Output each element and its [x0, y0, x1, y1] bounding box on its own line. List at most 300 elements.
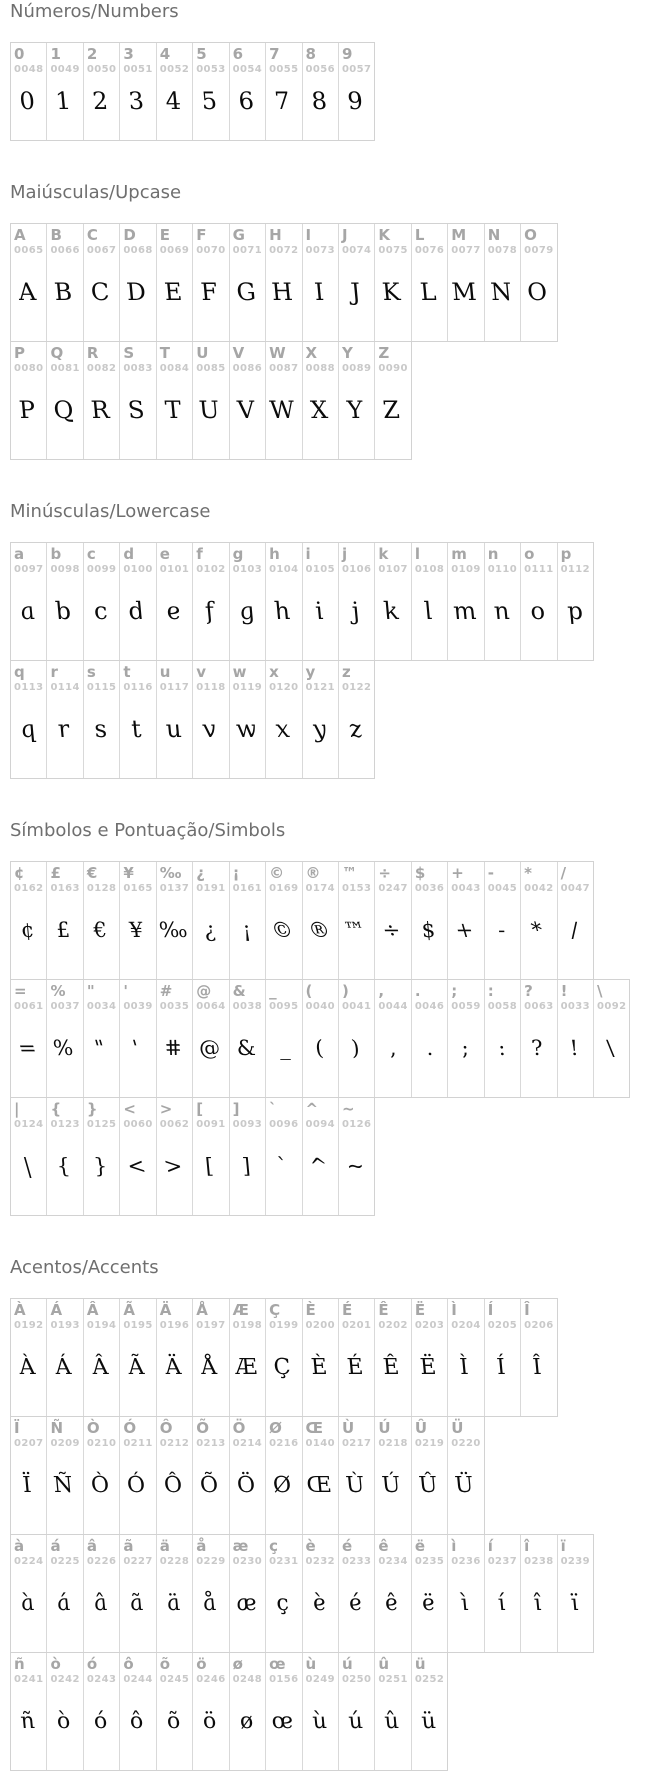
cell-glyph-preview: A [14, 278, 40, 306]
cell-glyph-preview: M [448, 278, 481, 306]
cell-glyph-preview: B [50, 278, 77, 306]
cell-character-label: u [159, 663, 171, 681]
cell-unicode-code: 0163 [50, 883, 80, 894]
glyph-cell [11, 1417, 47, 1534]
cell-character-label: Y [341, 344, 353, 362]
glyph-cell [230, 43, 266, 140]
cell-character-label: ÷ [378, 864, 391, 882]
glyph-cell [375, 342, 410, 459]
cell-glyph-preview: ¥ [126, 918, 147, 942]
glyph-cell [412, 862, 448, 979]
glyph-cell [84, 224, 120, 341]
cell-glyph-preview: Å [197, 1354, 221, 1380]
cell-glyph-preview: U [195, 396, 224, 424]
glyph-cell [47, 224, 83, 341]
cell-character-label: K [378, 226, 390, 244]
cell-unicode-code: 0236 [451, 1556, 481, 1567]
cell-unicode-code: 0109 [451, 564, 481, 575]
glyph-cell [230, 342, 266, 459]
cell-character-label: Å [196, 1301, 208, 1319]
cell-unicode-code: 0089 [341, 363, 372, 374]
cell-unicode-code: 0246 [196, 1674, 226, 1685]
cell-glyph-preview: É [343, 1354, 367, 1380]
cell-glyph-preview: á [53, 1590, 74, 1616]
cell-glyph-preview: 4 [161, 87, 185, 115]
glyph-section [10, 2, 661, 141]
glyph-cell [11, 1535, 47, 1652]
glyph-cell [266, 224, 302, 341]
glyph-cell [303, 1299, 339, 1416]
cell-character-label: Ê [378, 1301, 389, 1319]
cell-character-label: > [159, 1100, 173, 1118]
cell-character-label: F [196, 226, 207, 244]
cell-character-label: G [232, 226, 245, 244]
cell-glyph-preview: , [384, 1036, 399, 1060]
cell-unicode-code: 0044 [378, 1001, 408, 1012]
cell-glyph-preview: ñ [16, 1708, 38, 1734]
cell-unicode-code: 0227 [123, 1556, 153, 1567]
cell-unicode-code: 0037 [50, 1001, 80, 1012]
cell-unicode-code: 0082 [86, 363, 117, 374]
glyph-cell [157, 1417, 193, 1534]
glyph-cell [521, 980, 557, 1097]
cell-glyph-preview: z [344, 715, 366, 743]
cell-glyph-preview: W [265, 396, 299, 424]
section-title: Maiúsculas/Upcase [10, 182, 182, 203]
cell-character-label: å [196, 1537, 207, 1555]
cell-unicode-code: 0058 [487, 1001, 518, 1012]
cell-glyph-preview: } [90, 1154, 111, 1178]
cell-character-label: } [86, 1100, 98, 1118]
cell-unicode-code: 0113 [14, 682, 44, 693]
glyph-cell [339, 1299, 375, 1416]
cell-unicode-code: 0062 [159, 1119, 190, 1130]
glyph-cell [157, 43, 193, 140]
cell-character-label: g [232, 545, 244, 563]
cell-glyph-preview: i [310, 597, 327, 625]
cell-unicode-code: 0195 [123, 1320, 153, 1331]
glyph-cell [230, 1299, 266, 1416]
cell-character-label: Ã [123, 1301, 135, 1319]
cell-glyph-preview: ~ [342, 1154, 368, 1178]
cell-character-label: T [159, 344, 170, 362]
glyph-cell [266, 1535, 302, 1652]
cell-unicode-code: 0213 [196, 1438, 226, 1449]
glyph-cell [412, 543, 448, 660]
cell-unicode-code: 0060 [123, 1119, 153, 1130]
cell-unicode-code: 0118 [196, 682, 226, 693]
cell-unicode-code: 0079 [524, 245, 554, 256]
glyph-cell [84, 980, 120, 1097]
glyph-cell [303, 1653, 339, 1770]
cell-character-label: Œ [305, 1419, 324, 1437]
cell-glyph-preview: û [380, 1708, 403, 1734]
cell-unicode-code: 0250 [341, 1674, 372, 1685]
cell-unicode-code: 0234 [378, 1556, 408, 1567]
cell-character-label: 5 [196, 45, 207, 63]
cell-unicode-code: 0103 [232, 564, 263, 575]
glyph-cell [521, 1299, 556, 1416]
cell-character-label: Ì [451, 1301, 457, 1319]
cell-glyph-preview: Ä [161, 1354, 185, 1380]
glyph-cell [120, 862, 156, 979]
glyph-cell [11, 43, 47, 140]
cell-glyph-preview: Í [493, 1354, 509, 1380]
cell-unicode-code: 0209 [50, 1438, 80, 1449]
glyph-cell [339, 1653, 375, 1770]
cell-glyph-preview: % [50, 1036, 78, 1060]
glyph-cell [558, 543, 593, 660]
glyph-cell [157, 661, 193, 778]
cell-glyph-preview: é [345, 1590, 366, 1616]
cell-unicode-code: 0063 [524, 1001, 554, 1012]
cell-glyph-preview: ' [130, 1036, 143, 1060]
glyph-cell [521, 862, 557, 979]
cell-unicode-code: 0237 [487, 1556, 518, 1567]
glyph-cell [339, 980, 375, 1097]
cell-glyph-preview: ] [238, 1154, 254, 1178]
cell-unicode-code: 0086 [232, 363, 263, 374]
cell-glyph-preview: 5 [197, 87, 222, 115]
cell-unicode-code: 0077 [451, 245, 481, 256]
cell-glyph-preview: ê [381, 1590, 402, 1616]
cell-character-label: L [414, 226, 425, 244]
glyph-cell [230, 543, 266, 660]
glyph-cell [303, 1417, 339, 1534]
cell-glyph-preview: Û [415, 1472, 441, 1498]
cell-character-label: ö [196, 1655, 207, 1673]
cell-glyph-preview: ! [566, 1036, 582, 1060]
cell-character-label: Q [50, 344, 64, 362]
glyph-cell [47, 862, 83, 979]
cell-glyph-preview: h [270, 597, 295, 625]
glyph-row [10, 1652, 448, 1771]
cell-unicode-code: 0153 [341, 883, 372, 894]
glyph-table [10, 542, 661, 779]
cell-glyph-preview: u [161, 715, 185, 743]
cell-unicode-code: 0121 [305, 682, 335, 693]
cell-unicode-code: 0193 [50, 1320, 80, 1331]
glyph-cell [120, 980, 156, 1097]
cell-unicode-code: 0248 [232, 1674, 263, 1685]
glyph-cell [84, 862, 120, 979]
cell-character-label: b [50, 545, 62, 563]
cell-character-label: ú [341, 1655, 353, 1673]
cell-unicode-code: 0125 [86, 1119, 117, 1130]
cell-glyph-preview: : [493, 1036, 508, 1060]
glyph-cell [11, 1653, 47, 1770]
glyph-cell [339, 1098, 374, 1215]
cell-character-label: B [50, 226, 62, 244]
cell-unicode-code: 0206 [524, 1320, 554, 1331]
cell-character-label: a [14, 545, 25, 563]
cell-glyph-preview: 6 [234, 87, 258, 115]
cell-glyph-preview: 9 [343, 87, 367, 115]
glyph-cell [303, 1535, 339, 1652]
glyph-cell [412, 1417, 448, 1534]
cell-character-label: Ø [269, 1419, 282, 1437]
glyph-cell [339, 1535, 375, 1652]
cell-character-label: î [524, 1537, 530, 1555]
cell-character-label: à [14, 1537, 25, 1555]
cell-unicode-code: 0085 [196, 363, 226, 374]
cell-glyph-preview: f [201, 597, 218, 625]
cell-character-label: ù [305, 1655, 317, 1673]
cell-character-label: I [305, 226, 312, 244]
cell-unicode-code: 0165 [123, 883, 153, 894]
glyph-table [10, 223, 661, 460]
glyph-cell [157, 1098, 193, 1215]
glyph-cell [193, 1653, 229, 1770]
glyph-cell [339, 342, 375, 459]
cell-unicode-code: 0076 [414, 245, 445, 256]
cell-character-label: P [14, 344, 25, 362]
cell-unicode-code: 0090 [378, 363, 408, 374]
glyph-cell [120, 342, 156, 459]
cell-character-label: É [341, 1301, 353, 1319]
glyph-cell [157, 1653, 193, 1770]
cell-unicode-code: 0104 [269, 564, 299, 575]
glyph-section [10, 502, 661, 779]
cell-character-label: D [123, 226, 136, 244]
cell-glyph-preview: D [122, 278, 151, 306]
glyph-cell [558, 980, 594, 1097]
cell-character-label: Ú [378, 1419, 391, 1437]
cell-unicode-code: 0081 [50, 363, 80, 374]
cell-glyph-preview: ù [308, 1708, 330, 1734]
glyph-cell [375, 980, 411, 1097]
glyph-cell [303, 543, 339, 660]
cell-character-label: y [305, 663, 316, 681]
glyph-cell [485, 543, 521, 660]
cell-character-label: Ò [86, 1419, 100, 1437]
cell-character-label: 7 [269, 45, 280, 63]
cell-unicode-code: 0225 [50, 1556, 80, 1567]
cell-character-label: 6 [232, 45, 244, 63]
glyph-cell [193, 43, 229, 140]
cell-glyph-preview: õ [162, 1708, 184, 1734]
cell-glyph-preview: x [271, 715, 294, 743]
section-title: Símbolos e Pontuação/Simbols [10, 820, 286, 841]
glyph-cell [230, 980, 266, 1097]
cell-unicode-code: 0107 [378, 564, 408, 575]
cell-glyph-preview: C [86, 278, 114, 306]
cell-glyph-preview: G [232, 278, 260, 306]
cell-unicode-code: 0226 [86, 1556, 117, 1567]
cell-glyph-preview: ô [126, 1708, 147, 1734]
glyph-row [10, 979, 630, 1098]
cell-unicode-code: 0069 [159, 245, 190, 256]
cell-glyph-preview: j [347, 597, 363, 625]
cell-unicode-code: 0124 [14, 1119, 44, 1130]
cell-unicode-code: 0102 [196, 564, 226, 575]
cell-glyph-preview: L [416, 278, 441, 306]
cell-unicode-code: 0241 [14, 1674, 44, 1685]
cell-glyph-preview: # [160, 1036, 186, 1060]
cell-unicode-code: 0048 [14, 64, 44, 75]
cell-character-label: _ [269, 982, 277, 1000]
glyph-cell [47, 1653, 83, 1770]
glyph-table [10, 861, 661, 1216]
cell-character-label: O [524, 226, 537, 244]
glyph-cell [84, 1098, 120, 1215]
cell-character-label: c [86, 545, 96, 563]
cell-character-label: ( [305, 982, 313, 1000]
cell-unicode-code: 0112 [560, 564, 590, 575]
cell-glyph-preview: o [526, 597, 549, 625]
cell-character-label: w [232, 663, 247, 681]
cell-glyph-preview: ? [528, 1036, 547, 1060]
glyph-cell [303, 1098, 339, 1215]
cell-glyph-preview: Ò [87, 1472, 113, 1498]
cell-character-label: £ [50, 864, 61, 882]
glyph-cell [594, 980, 629, 1097]
cell-character-label: M [451, 226, 467, 244]
cell-unicode-code: 0238 [524, 1556, 554, 1567]
cell-unicode-code: 0038 [232, 1001, 263, 1012]
cell-unicode-code: 0251 [378, 1674, 408, 1685]
cell-unicode-code: 0074 [341, 245, 372, 256]
cell-glyph-preview: ä [162, 1590, 184, 1616]
cell-glyph-preview: ÷ [379, 918, 404, 942]
glyph-cell [11, 661, 47, 778]
cell-glyph-preview: v [198, 715, 221, 743]
cell-unicode-code: 0194 [86, 1320, 117, 1331]
cell-glyph-preview: I [310, 278, 328, 306]
cell-character-label: ` [269, 1100, 277, 1118]
cell-character-label: p [560, 545, 572, 563]
cell-glyph-preview: X [306, 396, 332, 424]
cell-unicode-code: 0228 [159, 1556, 190, 1567]
glyph-cell [84, 1535, 120, 1652]
glyph-cell [303, 43, 339, 140]
cell-glyph-preview: Õ [196, 1472, 223, 1498]
cell-glyph-preview: ï [566, 1590, 581, 1616]
cell-unicode-code: 0078 [487, 245, 518, 256]
cell-unicode-code: 0192 [14, 1320, 44, 1331]
cell-character-label: " [86, 982, 95, 1000]
cell-unicode-code: 0045 [487, 883, 518, 894]
cell-character-label: n [487, 545, 499, 563]
cell-unicode-code: 0083 [123, 363, 153, 374]
cell-character-label: V [232, 344, 245, 362]
cell-glyph-preview: Ç [270, 1354, 295, 1380]
cell-unicode-code: 0093 [232, 1119, 263, 1130]
glyph-cell [193, 1417, 229, 1534]
glyph-cell [230, 1653, 266, 1770]
cell-character-label: s [86, 663, 96, 681]
cell-unicode-code: 0200 [305, 1320, 335, 1331]
cell-unicode-code: 0235 [414, 1556, 445, 1567]
cell-unicode-code: 0212 [159, 1438, 190, 1449]
glyph-section [10, 1258, 661, 1771]
cell-unicode-code: 0049 [50, 64, 80, 75]
glyph-cell [448, 1299, 484, 1416]
cell-character-label: © [269, 864, 285, 882]
glyph-cell [485, 862, 521, 979]
glyph-cell [485, 980, 521, 1097]
cell-unicode-code: 0247 [378, 883, 408, 894]
glyph-cell [375, 1299, 411, 1416]
cell-unicode-code: 0245 [159, 1674, 190, 1685]
cell-unicode-code: 0198 [232, 1320, 263, 1331]
cell-glyph-preview: ™ [341, 918, 370, 942]
cell-character-label: Û [414, 1419, 427, 1437]
glyph-cell [448, 1417, 483, 1534]
cell-character-label: @ [196, 982, 212, 1000]
glyph-cell [266, 543, 302, 660]
cell-glyph-preview: P [15, 396, 40, 424]
cell-character-label: d [123, 545, 135, 563]
glyph-cell [157, 980, 193, 1097]
glyph-row [10, 341, 412, 460]
cell-character-label: { [50, 1100, 62, 1118]
glyph-cell [375, 543, 411, 660]
glyph-cell [120, 1535, 156, 1652]
cell-character-label: q [14, 663, 25, 681]
cell-character-label: [ [196, 1100, 204, 1118]
cell-unicode-code: 0205 [487, 1320, 518, 1331]
cell-character-label: ™ [341, 864, 357, 882]
cell-glyph-preview: q [15, 715, 39, 743]
cell-unicode-code: 0036 [414, 883, 445, 894]
cell-glyph-preview: 3 [124, 87, 149, 115]
glyph-cell [193, 342, 229, 459]
cell-glyph-preview: ì [457, 1590, 472, 1616]
cell-character-label: X [305, 344, 318, 362]
cell-character-label: Î [524, 1301, 530, 1319]
cell-glyph-preview: T [161, 396, 186, 424]
cell-character-label: € [86, 864, 98, 882]
cell-character-label: . [414, 982, 421, 1000]
glyph-cell [157, 1299, 193, 1416]
glyph-row [10, 42, 375, 141]
glyph-row [10, 660, 375, 779]
cell-character-label: ò [50, 1655, 61, 1673]
cell-unicode-code: 0042 [524, 883, 554, 894]
cell-glyph-preview: Â [88, 1354, 112, 1380]
cell-glyph-preview: ^ [306, 1154, 332, 1178]
cell-unicode-code: 0231 [269, 1556, 299, 1567]
cell-character-label: E [159, 226, 170, 244]
cell-character-label: # [159, 982, 173, 1000]
cell-character-label: ë [414, 1537, 425, 1555]
cell-unicode-code: 0110 [487, 564, 518, 575]
glyph-cell [375, 224, 411, 341]
cell-glyph-preview: l [420, 597, 436, 625]
cell-glyph-preview: Ì [456, 1354, 473, 1380]
glyph-cell [47, 1098, 83, 1215]
cell-glyph-preview: ó [89, 1708, 111, 1734]
cell-character-label: v [196, 663, 206, 681]
cell-unicode-code: 0055 [269, 64, 299, 75]
glyph-cell [84, 1299, 120, 1416]
cell-glyph-preview: p [562, 597, 586, 625]
cell-glyph-preview: 7 [270, 87, 295, 115]
cell-unicode-code: 0249 [305, 1674, 335, 1685]
cell-character-label: ? [524, 982, 533, 1000]
cell-glyph-preview: Q [49, 396, 78, 424]
cell-glyph-preview: ¢ [17, 918, 38, 942]
cell-unicode-code: 0156 [269, 1674, 299, 1685]
glyph-cell [84, 1417, 120, 1534]
cell-unicode-code: 0122 [341, 682, 372, 693]
cell-glyph-preview: ¿ [200, 918, 219, 942]
cell-glyph-preview: ë [417, 1590, 439, 1616]
glyph-cell [412, 1535, 448, 1652]
glyph-row [10, 223, 558, 342]
glyph-cell [448, 862, 484, 979]
